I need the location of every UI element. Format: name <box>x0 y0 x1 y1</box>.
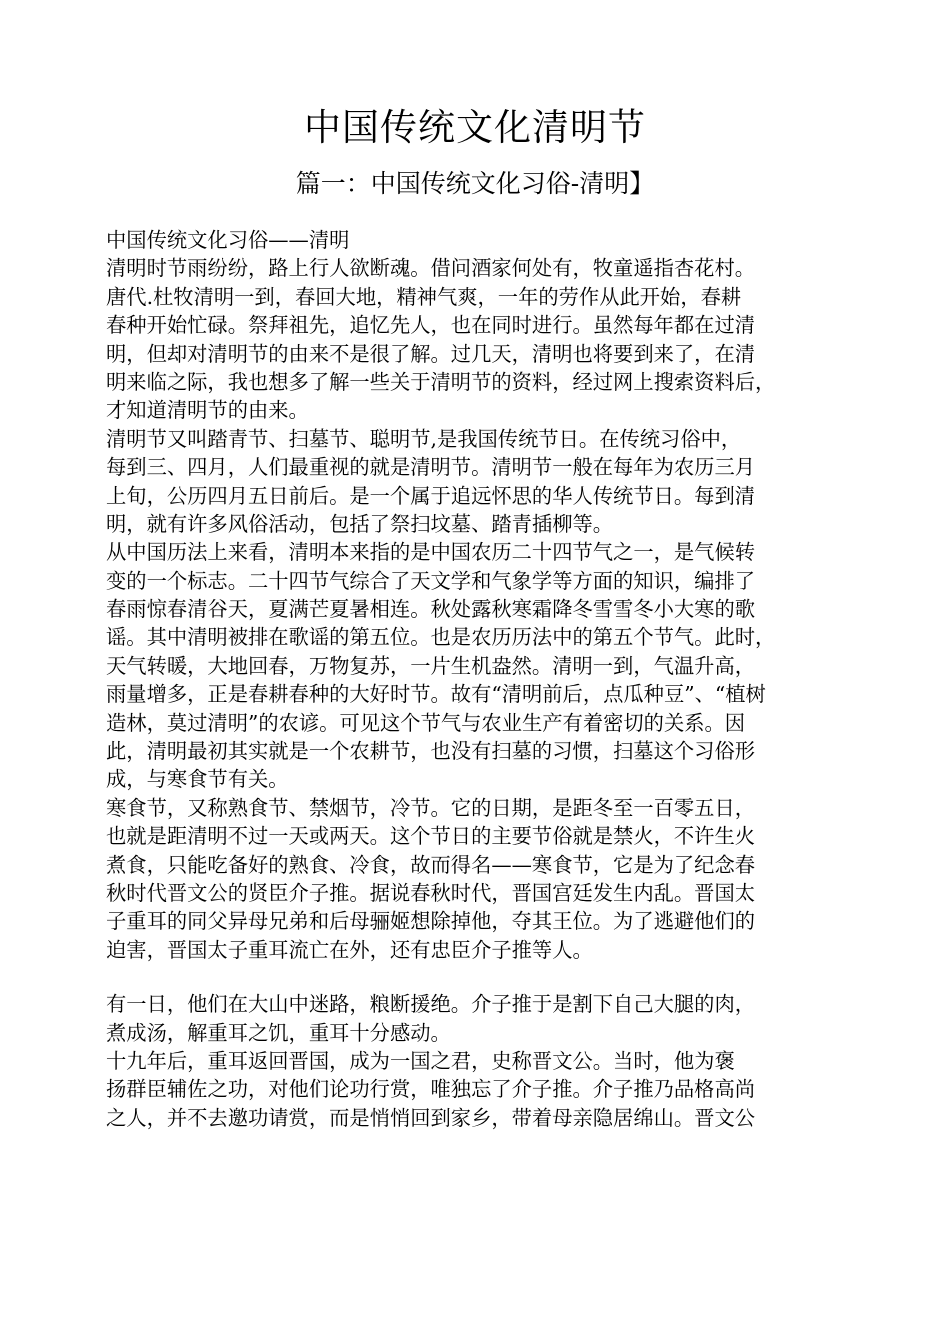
text-line: 每到三、四月，人们最重视的就是清明节。清明节一般在每年为农历三月 <box>106 455 756 480</box>
text-line: 迫害，晋国太子重耳流亡在外，还有忠臣介子推等人。 <box>106 937 593 962</box>
text-line: 明，但却对清明节的由来不是很了解。过几天，清明也将要到来了，在清 <box>106 341 756 366</box>
text-line: 煮食，只能吃备好的熟食、冷食，故而得名——寒食节，它是为了纪念春 <box>106 852 756 877</box>
text-line: 有一日，他们在大山中迷路，粮断援绝。介子推于是割下自己大腿的肉， <box>106 992 756 1017</box>
text-line: 变的一个标志。二十四节气综合了天文学和气象学等方面的知识，编排了 <box>106 568 756 593</box>
text-line: 唐代.杜牧清明一到，春回大地，精神气爽，一年的劳作从此开始，春耕 <box>106 284 742 309</box>
text-line: 寒食节，又称熟食节、禁烟节，冷节。它的日期，是距冬至一百零五日， <box>106 795 756 820</box>
text-line: 扬群臣辅佐之功，对他们论功行赏，唯独忘了介子推。介子推乃品格高尚 <box>106 1077 756 1102</box>
text-line: 成，与寒食节有关。 <box>106 767 289 792</box>
text-line: 中国传统文化习俗——清明 <box>106 228 350 252</box>
text-line: 也就是距清明不过一天或两天。这个节日的主要节俗就是禁火，不许生火 <box>106 824 756 849</box>
text-line: 子重耳的同父异母兄弟和后母骊姬想除掉他，夺其王位。为了逃避他们的 <box>106 909 756 934</box>
document-body <box>106 226 866 1132</box>
text-line: 明来临之际，我也想多了解一些关于清明节的资料，经过网上搜索资料后， <box>106 369 776 394</box>
text-line: 造林，莫过清明”的农谚。可见这个节气与农业生产有着密切的关系。因 <box>106 710 746 735</box>
text-line: 雨量增多，正是春耕春种的大好时节。故有“清明前后，点瓜种豆”、“植树 <box>106 682 766 707</box>
document-title: 中国传统文化清明节 <box>304 106 646 149</box>
section-heading: 篇一：中国传统文化习俗-清明】 <box>295 169 655 198</box>
text-line: 从中国历法上来看，清明本来指的是中国农历二十四节气之一，是气候转 <box>106 540 756 565</box>
text-line: 清明时节雨纷纷，路上行人欲断魂。借问酒家何处有，牧童遥指杏花村。 <box>106 256 756 281</box>
text-line: 十九年后，重耳返回晋国，成为一国之君，史称晋文公。当时，他为褒 <box>106 1048 735 1073</box>
text-line: 之人，并不去邀功请赏，而是悄悄回到家乡，带着母亲隐居绵山。晋文公 <box>106 1105 756 1130</box>
text-line: 此，清明最初其实就是一个农耕节，也没有扫墓的习惯，扫墓这个习俗形 <box>106 739 756 764</box>
text-line: 天气转暖，大地回春，万物复苏，一片生机盎然。清明一到，气温升高， <box>106 653 756 678</box>
text-line: 才知道清明节的由来。 <box>106 398 309 423</box>
text-line: 上旬，公历四月五日前后。是一个属于追远怀思的华人传统节日。每到清 <box>106 483 756 508</box>
text-line: 煮成汤，解重耳之饥，重耳十分感动。 <box>106 1020 451 1045</box>
paragraph-gap <box>106 964 866 990</box>
text-line: 春雨惊春清谷天，夏满芒夏暑相连。秋处露秋寒霜降冬雪雪冬小大寒的歌 <box>106 597 756 622</box>
text-line: 秋时代晋文公的贤臣介子推。据说春秋时代，晋国宫廷发生内乱。晋国太 <box>106 880 756 905</box>
text-line: 谣。其中清明被排在歌谣的第五位。也是农历历法中的第五个节气。此时， <box>106 625 776 650</box>
text-line: 明，就有许多风俗活动，包括了祭扫坟墓、踏青插柳等。 <box>106 511 614 536</box>
text-line: 清明节又叫踏青节、扫墓节、聪明节,是我国传统节日。在传统习俗中， <box>106 426 742 451</box>
text-line: 春种开始忙碌。祭拜祖先，追忆先人，也在同时进行。虽然每年都在过清 <box>106 313 756 338</box>
